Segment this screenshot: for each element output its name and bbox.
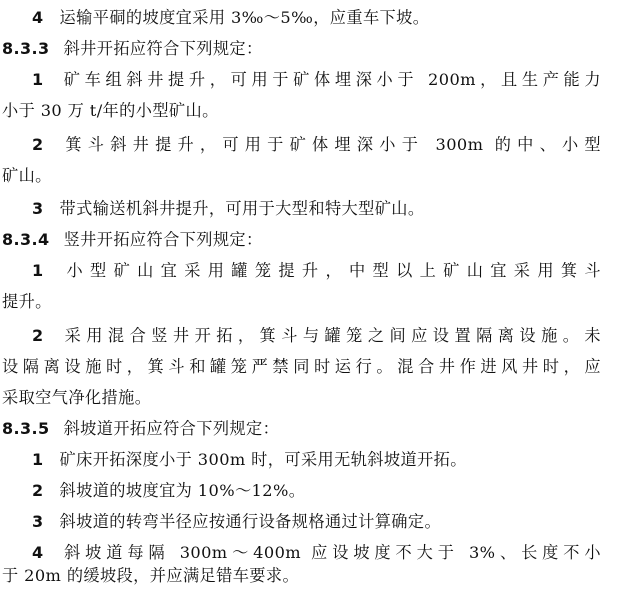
- item-text: 斜坡道的坡度宜为 10%～12%。: [59, 481, 306, 500]
- item-text: 于 20m 的缓坡段，并应满足错车要求。: [2, 566, 300, 585]
- section-heading: [0, 413, 623, 445]
- item-line: [0, 2, 623, 34]
- item-text: 箕斗斜井提升，可用于矿体埋深小于 300m 的中、小型: [59, 135, 601, 154]
- section-number: 8.3.5: [2, 419, 50, 438]
- section-heading: [0, 224, 623, 256]
- item-number: 3: [32, 199, 44, 218]
- item-line: [0, 506, 623, 538]
- section-number: 8.3.4: [2, 230, 50, 249]
- section-title: 竖井开拓应符合下列规定：: [63, 230, 263, 249]
- continuation-line: [0, 382, 623, 414]
- section-heading: [0, 33, 623, 65]
- item-text: 斜坡道的转弯半径应按通行设备规格通过计算确定。: [59, 512, 442, 531]
- item-number: 2: [32, 135, 44, 154]
- section-number: 8.3.3: [2, 39, 50, 58]
- item-text: 采取空气净化措施。: [2, 388, 152, 407]
- item-text: 矿车组斜井提升，可用于矿体埋深小于 200m，且生产能力: [59, 70, 601, 89]
- item-number: 2: [32, 326, 44, 345]
- item-line: [0, 255, 623, 287]
- item-line: [0, 475, 623, 507]
- item-number: 1: [32, 261, 44, 280]
- continuation-line: [0, 95, 623, 127]
- item-text: 小于 30 万 t/年的小型矿山。: [2, 101, 219, 120]
- item-line: [0, 64, 623, 96]
- item-text: 斜坡道每隔 300m～400m 应设坡度不大于 3%、长度不小: [59, 543, 601, 562]
- item-number: 3: [32, 512, 44, 531]
- item-text: 提升。: [2, 292, 52, 311]
- item-line: [0, 193, 623, 225]
- continuation-line: [0, 560, 623, 592]
- item-text: 设隔离设施时，箕斗和罐笼严禁同时运行。混合井作进风井时，应: [2, 357, 601, 376]
- item-text: 运输平硐的坡度宜采用 3‰～5‰，应重车下坡。: [59, 8, 430, 27]
- item-text: 小型矿山宜采用罐笼提升，中型以上矿山宜采用箕斗: [59, 261, 601, 280]
- section-title: 斜坡道开拓应符合下列规定：: [63, 419, 280, 438]
- item-text: 矿山。: [2, 166, 52, 185]
- item-text: 矿床开拓深度小于 300m 时，可采用无轨斜坡道开拓。: [59, 450, 467, 469]
- item-text: 采用混合竖井开拓，箕斗与罐笼之间应设置隔离设施。未: [59, 326, 601, 345]
- item-number: 1: [32, 70, 44, 89]
- item-number: 2: [32, 481, 44, 500]
- item-number: 1: [32, 450, 44, 469]
- item-line: [0, 320, 623, 352]
- continuation-line: [0, 351, 623, 383]
- item-line: [0, 444, 623, 476]
- item-text: 带式输送机斜井提升，可用于大型和特大型矿山。: [59, 199, 425, 218]
- item-number: 4: [32, 543, 44, 562]
- continuation-line: [0, 160, 623, 192]
- item-number: 4: [32, 8, 44, 27]
- continuation-line: [0, 286, 623, 318]
- section-title: 斜井开拓应符合下列规定：: [63, 39, 263, 58]
- item-line: [0, 129, 623, 161]
